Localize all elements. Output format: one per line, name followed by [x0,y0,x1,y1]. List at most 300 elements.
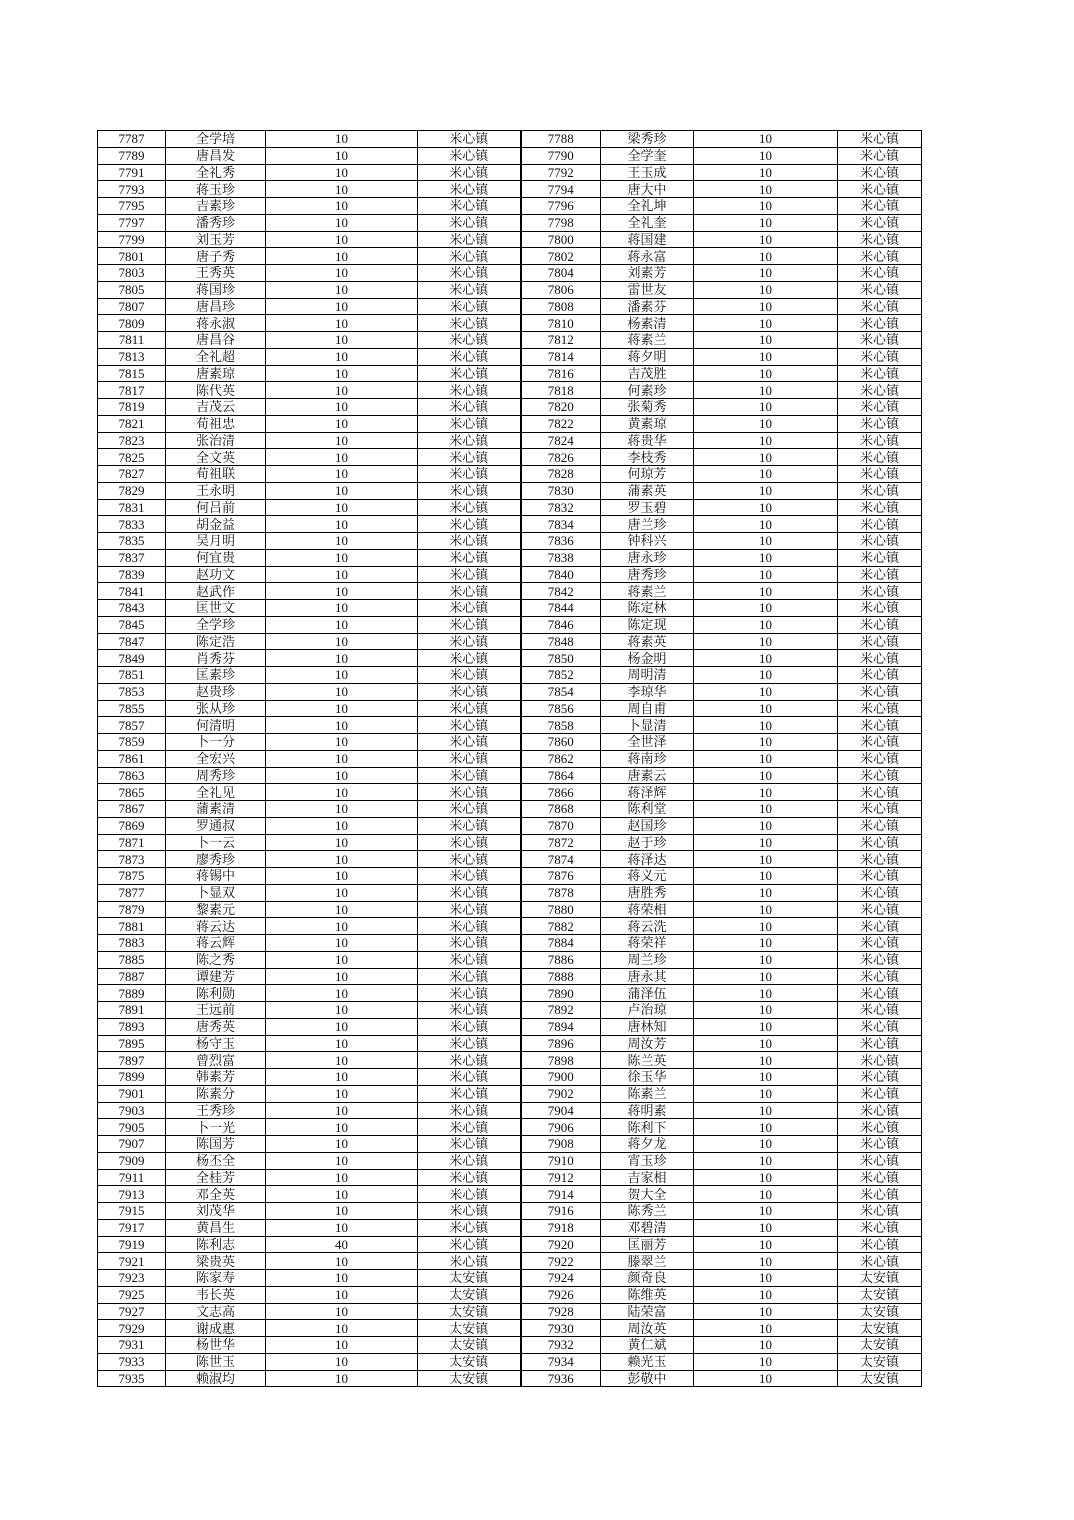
cell-name-left: 杨世华 [166,1337,266,1354]
table-row [98,968,922,985]
cell-name-right: 赵国珍 [601,817,694,834]
cell-name-right: 蒋云洗 [601,918,694,935]
cell-town-left: 米心镇 [418,767,521,784]
cell-amount-left: 10 [266,1119,418,1136]
cell-name-left: 陈利志 [166,1236,266,1253]
cell-id-right: 7844 [521,600,601,617]
cell-id-left: 7889 [98,985,166,1002]
cell-amount-right: 10 [694,1236,838,1253]
cell-amount-left: 10 [266,1320,418,1337]
cell-amount-right: 10 [694,499,838,516]
table-row [98,499,922,516]
cell-id-right: 7884 [521,935,601,952]
cell-town-left: 米心镇 [418,1152,521,1169]
cell-amount-right: 10 [694,1035,838,1052]
cell-id-left: 7819 [98,399,166,416]
cell-amount-left: 10 [266,181,418,198]
cell-town-right: 米心镇 [838,851,922,868]
cell-id-left: 7869 [98,817,166,834]
cell-id-left: 7871 [98,834,166,851]
cell-town-left: 米心镇 [418,834,521,851]
cell-id-left: 7925 [98,1286,166,1303]
cell-town-left: 米心镇 [418,365,521,382]
cell-town-right: 太安镇 [838,1320,922,1337]
cell-town-right: 米心镇 [838,1119,922,1136]
cell-name-right: 宵玉珍 [601,1152,694,1169]
cell-name-left: 吉茂云 [166,399,266,416]
cell-amount-left: 10 [266,348,418,365]
cell-name-right: 赖光玉 [601,1353,694,1370]
cell-town-right: 米心镇 [838,650,922,667]
cell-town-left: 米心镇 [418,1018,521,1035]
cell-id-left: 7911 [98,1169,166,1186]
cell-amount-left: 10 [266,717,418,734]
table-row [98,1370,922,1387]
cell-town-right: 米心镇 [838,633,922,650]
table-row [98,131,922,148]
cell-id-left: 7885 [98,951,166,968]
cell-town-right: 太安镇 [838,1370,922,1387]
cell-id-right: 7864 [521,767,601,784]
cell-amount-left: 10 [266,1286,418,1303]
cell-amount-left: 10 [266,935,418,952]
table-row [98,868,922,885]
cell-amount-right: 10 [694,1353,838,1370]
cell-name-left: 陈代英 [166,382,266,399]
cell-town-left: 米心镇 [418,533,521,550]
table-row [98,1119,922,1136]
table-row [98,1353,922,1370]
cell-id-right: 7878 [521,884,601,901]
table-row [98,466,922,483]
table-row [98,1069,922,1086]
cell-id-left: 7917 [98,1219,166,1236]
table-row [98,734,922,751]
cell-amount-right: 10 [694,281,838,298]
cell-name-left: 卜一光 [166,1119,266,1136]
cell-town-right: 米心镇 [838,817,922,834]
cell-name-left: 文志高 [166,1303,266,1320]
cell-id-left: 7803 [98,265,166,282]
cell-amount-right: 10 [694,1002,838,1019]
cell-name-right: 卢治琼 [601,1002,694,1019]
table-row [98,951,922,968]
table-row [98,516,922,533]
cell-town-right: 米心镇 [838,734,922,751]
cell-id-left: 7849 [98,650,166,667]
cell-town-left: 米心镇 [418,432,521,449]
cell-id-right: 7822 [521,415,601,432]
table-row [98,449,922,466]
cell-id-right: 7902 [521,1085,601,1102]
cell-amount-left: 10 [266,131,418,148]
cell-amount-left: 10 [266,1253,418,1270]
cell-town-right: 米心镇 [838,533,922,550]
cell-town-left: 米心镇 [418,1035,521,1052]
cell-town-left: 太安镇 [418,1337,521,1354]
cell-name-left: 曾烈富 [166,1052,266,1069]
cell-amount-right: 10 [694,801,838,818]
cell-amount-right: 10 [694,566,838,583]
cell-amount-right: 10 [694,231,838,248]
cell-id-right: 7814 [521,348,601,365]
cell-id-left: 7837 [98,549,166,566]
cell-name-right: 唐素云 [601,767,694,784]
cell-id-right: 7924 [521,1270,601,1287]
table-row [98,667,922,684]
cell-id-left: 7835 [98,533,166,550]
cell-town-left: 米心镇 [418,868,521,885]
cell-name-right: 蒋素兰 [601,332,694,349]
cell-amount-right: 10 [694,616,838,633]
cell-name-left: 唐素琼 [166,365,266,382]
cell-id-right: 7810 [521,315,601,332]
cell-id-left: 7859 [98,734,166,751]
cell-amount-right: 10 [694,968,838,985]
cell-id-right: 7840 [521,566,601,583]
cell-amount-right: 10 [694,1069,838,1086]
cell-amount-right: 10 [694,315,838,332]
cell-name-left: 潘秀珍 [166,214,266,231]
cell-name-left: 王远前 [166,1002,266,1019]
cell-town-right: 米心镇 [838,298,922,315]
cell-town-left: 米心镇 [418,817,521,834]
cell-amount-left: 10 [266,499,418,516]
table-row [98,332,922,349]
cell-name-left: 刘玉芳 [166,231,266,248]
cell-id-left: 7841 [98,583,166,600]
cell-id-right: 7882 [521,918,601,935]
cell-amount-right: 10 [694,1085,838,1102]
cell-name-left: 谢成惠 [166,1320,266,1337]
cell-id-left: 7879 [98,901,166,918]
cell-town-left: 太安镇 [418,1370,521,1387]
cell-amount-left: 10 [266,784,418,801]
cell-town-right: 米心镇 [838,231,922,248]
cell-name-left: 韩素芳 [166,1069,266,1086]
cell-town-left: 米心镇 [418,147,521,164]
cell-name-left: 谭建芳 [166,968,266,985]
cell-id-right: 7870 [521,817,601,834]
cell-id-left: 7855 [98,700,166,717]
cell-amount-left: 10 [266,1186,418,1203]
cell-name-right: 唐林知 [601,1018,694,1035]
cell-amount-right: 10 [694,298,838,315]
cell-id-left: 7927 [98,1303,166,1320]
cell-id-right: 7914 [521,1186,601,1203]
cell-town-left: 米心镇 [418,131,521,148]
cell-name-right: 雷世友 [601,281,694,298]
cell-amount-right: 10 [694,851,838,868]
table-row [98,365,922,382]
cell-id-right: 7894 [521,1018,601,1035]
cell-amount-left: 10 [266,281,418,298]
cell-name-right: 唐大中 [601,181,694,198]
cell-amount-left: 10 [266,901,418,918]
cell-name-right: 吉家相 [601,1169,694,1186]
cell-id-left: 7929 [98,1320,166,1337]
cell-id-right: 7858 [521,717,601,734]
cell-town-left: 米心镇 [418,600,521,617]
cell-town-left: 米心镇 [418,1169,521,1186]
cell-amount-left: 10 [266,365,418,382]
cell-name-left: 全桂芳 [166,1169,266,1186]
cell-amount-right: 10 [694,734,838,751]
cell-town-right: 米心镇 [838,1002,922,1019]
cell-name-left: 梁贵英 [166,1253,266,1270]
cell-name-right: 杨金明 [601,650,694,667]
cell-town-right: 米心镇 [838,750,922,767]
table-row [98,432,922,449]
cell-name-right: 蒋义元 [601,868,694,885]
table-row [98,700,922,717]
cell-town-right: 米心镇 [838,935,922,952]
cell-amount-left: 10 [266,851,418,868]
cell-town-left: 米心镇 [418,633,521,650]
cell-amount-right: 10 [694,633,838,650]
cell-name-left: 张治清 [166,432,266,449]
table-row [98,281,922,298]
cell-name-left: 唐昌谷 [166,332,266,349]
cell-id-left: 7823 [98,432,166,449]
cell-id-right: 7920 [521,1236,601,1253]
cell-name-left: 卜一分 [166,734,266,751]
cell-town-left: 米心镇 [418,1119,521,1136]
cell-amount-right: 10 [694,332,838,349]
table-row [98,650,922,667]
cell-amount-right: 10 [694,951,838,968]
cell-amount-left: 10 [266,834,418,851]
cell-town-right: 米心镇 [838,868,922,885]
cell-id-left: 7797 [98,214,166,231]
cell-amount-left: 10 [266,482,418,499]
cell-name-right: 周明清 [601,667,694,684]
cell-town-left: 米心镇 [418,164,521,181]
cell-town-right: 米心镇 [838,1052,922,1069]
cell-name-left: 全学培 [166,131,266,148]
cell-amount-left: 10 [266,516,418,533]
cell-name-right: 王玉成 [601,164,694,181]
cell-amount-right: 10 [694,868,838,885]
cell-town-right: 米心镇 [838,884,922,901]
cell-name-right: 钟科兴 [601,533,694,550]
cell-name-left: 陈世玉 [166,1353,266,1370]
cell-id-left: 7853 [98,683,166,700]
cell-amount-right: 10 [694,1186,838,1203]
cell-town-left: 米心镇 [418,516,521,533]
cell-amount-left: 10 [266,633,418,650]
cell-id-right: 7872 [521,834,601,851]
cell-id-right: 7900 [521,1069,601,1086]
cell-id-left: 7915 [98,1203,166,1220]
cell-name-right: 李琼华 [601,683,694,700]
cell-amount-right: 10 [694,1219,838,1236]
cell-name-left: 赵功文 [166,566,266,583]
cell-name-left: 赵贵珍 [166,683,266,700]
cell-town-left: 太安镇 [418,1303,521,1320]
cell-town-left: 米心镇 [418,382,521,399]
cell-name-left: 何清明 [166,717,266,734]
cell-town-left: 太安镇 [418,1320,521,1337]
cell-amount-left: 10 [266,399,418,416]
cell-town-right: 米心镇 [838,1203,922,1220]
cell-name-left: 王秀英 [166,265,266,282]
cell-name-right: 滕翠兰 [601,1253,694,1270]
cell-town-left: 米心镇 [418,332,521,349]
cell-name-right: 贺大全 [601,1186,694,1203]
cell-id-right: 7908 [521,1136,601,1153]
cell-amount-left: 10 [266,198,418,215]
cell-name-right: 唐永其 [601,968,694,985]
cell-town-right: 太安镇 [838,1353,922,1370]
cell-name-right: 赵于珍 [601,834,694,851]
cell-amount-right: 10 [694,1286,838,1303]
table-row [98,348,922,365]
cell-amount-right: 10 [694,1270,838,1287]
cell-name-left: 吴月明 [166,533,266,550]
cell-id-right: 7838 [521,549,601,566]
cell-amount-left: 10 [266,1353,418,1370]
cell-amount-left: 10 [266,1136,418,1153]
cell-amount-left: 10 [266,1337,418,1354]
cell-name-right: 全世泽 [601,734,694,751]
cell-id-left: 7913 [98,1186,166,1203]
cell-name-right: 全学奎 [601,147,694,164]
cell-name-right: 陈利堂 [601,801,694,818]
cell-id-right: 7808 [521,298,601,315]
cell-id-right: 7854 [521,683,601,700]
cell-id-right: 7798 [521,214,601,231]
cell-amount-left: 10 [266,1002,418,1019]
table-row [98,1253,922,1270]
cell-name-right: 刘素芳 [601,265,694,282]
table-row [98,985,922,1002]
cell-amount-right: 10 [694,1102,838,1119]
cell-name-left: 蒋永淑 [166,315,266,332]
cell-town-left: 米心镇 [418,683,521,700]
cell-name-right: 陈定现 [601,616,694,633]
cell-town-left: 米心镇 [418,466,521,483]
cell-town-right: 米心镇 [838,181,922,198]
cell-name-left: 黎素元 [166,901,266,918]
cell-id-right: 7806 [521,281,601,298]
cell-amount-right: 10 [694,600,838,617]
cell-id-left: 7789 [98,147,166,164]
cell-amount-right: 10 [694,432,838,449]
cell-name-left: 赵武作 [166,583,266,600]
cell-amount-left: 10 [266,1035,418,1052]
cell-amount-right: 10 [694,1018,838,1035]
cell-id-right: 7830 [521,482,601,499]
cell-name-right: 周自甫 [601,700,694,717]
cell-name-right: 蒲泽伍 [601,985,694,1002]
cell-amount-left: 10 [266,248,418,265]
cell-town-left: 米心镇 [418,315,521,332]
cell-amount-left: 10 [266,1102,418,1119]
cell-name-right: 何素珍 [601,382,694,399]
cell-id-left: 7839 [98,566,166,583]
cell-amount-left: 10 [266,968,418,985]
cell-name-left: 何吕前 [166,499,266,516]
cell-id-right: 7876 [521,868,601,885]
table-row [98,399,922,416]
cell-id-left: 7909 [98,1152,166,1169]
cell-town-right: 米心镇 [838,1152,922,1169]
table-row [98,1186,922,1203]
cell-town-right: 米心镇 [838,767,922,784]
cell-town-left: 米心镇 [418,1136,521,1153]
cell-town-right: 米心镇 [838,1136,922,1153]
cell-town-left: 太安镇 [418,1286,521,1303]
cell-id-right: 7926 [521,1286,601,1303]
cell-id-left: 7893 [98,1018,166,1035]
cell-town-left: 太安镇 [418,1270,521,1287]
cell-name-left: 王永明 [166,482,266,499]
cell-amount-left: 10 [266,533,418,550]
cell-town-right: 米心镇 [838,566,922,583]
cell-town-left: 米心镇 [418,801,521,818]
cell-id-right: 7790 [521,147,601,164]
cell-town-right: 米心镇 [838,1186,922,1203]
cell-name-left: 匡素珍 [166,667,266,684]
cell-town-left: 米心镇 [418,348,521,365]
cell-amount-right: 10 [694,750,838,767]
cell-id-right: 7826 [521,449,601,466]
table-row [98,616,922,633]
cell-amount-right: 10 [694,834,838,851]
cell-name-left: 唐子秀 [166,248,266,265]
cell-name-right: 蒋永富 [601,248,694,265]
cell-id-right: 7862 [521,750,601,767]
cell-name-left: 蒋云辉 [166,935,266,952]
cell-name-left: 唐昌发 [166,147,266,164]
cell-town-left: 米心镇 [418,650,521,667]
cell-id-left: 7807 [98,298,166,315]
cell-amount-right: 10 [694,884,838,901]
cell-amount-right: 10 [694,482,838,499]
table-row [98,533,922,550]
cell-id-left: 7845 [98,616,166,633]
cell-amount-left: 10 [266,1303,418,1320]
cell-town-right: 米心镇 [838,1219,922,1236]
cell-amount-left: 10 [266,1219,418,1236]
cell-town-left: 米心镇 [418,717,521,734]
cell-town-right: 米心镇 [838,164,922,181]
cell-name-right: 唐胜秀 [601,884,694,901]
cell-name-right: 吉茂胜 [601,365,694,382]
cell-amount-left: 10 [266,1018,418,1035]
cell-town-left: 米心镇 [418,1186,521,1203]
cell-town-left: 米心镇 [418,918,521,935]
cell-name-left: 廖秀珍 [166,851,266,868]
cell-town-right: 米心镇 [838,147,922,164]
cell-name-right: 颜奇良 [601,1270,694,1287]
cell-town-left: 米心镇 [418,583,521,600]
cell-id-left: 7877 [98,884,166,901]
cell-town-right: 米心镇 [838,1035,922,1052]
table-row [98,147,922,164]
table-row [98,1337,922,1354]
cell-id-right: 7906 [521,1119,601,1136]
table-row [98,583,922,600]
cell-amount-right: 10 [694,717,838,734]
table-row [98,164,922,181]
cell-town-right: 米心镇 [838,248,922,265]
cell-name-right: 陆荣富 [601,1303,694,1320]
cell-amount-left: 10 [266,868,418,885]
cell-amount-right: 10 [694,1203,838,1220]
cell-town-left: 米心镇 [418,1052,521,1069]
